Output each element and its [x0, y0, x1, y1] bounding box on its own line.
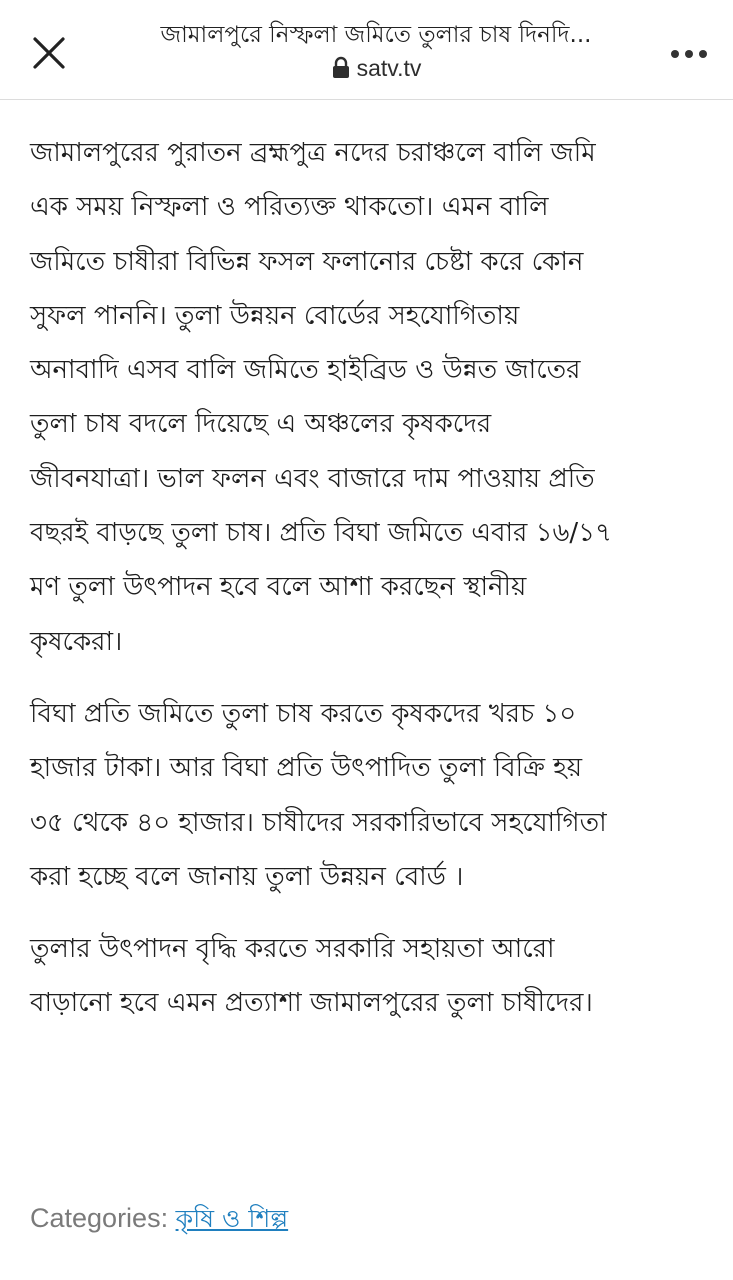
text-line: তুলার উৎপাদন বৃদ্ধি করতে সরকারি সহায়তা আরো: [30, 934, 555, 965]
page-title: জামালপুরে নিস্ফলা জমিতে তুলার চাষ দিনদি...: [160, 22, 592, 48]
site-url: satv.tv: [356, 55, 422, 81]
text-line: করা হচ্ছে বলে জানায় তুলা উন্নয়ন বোর্ড ।: [30, 861, 464, 892]
lock-icon: [331, 56, 351, 80]
browser-top-bar: [0, 0, 733, 100]
text-line: বছরই বাড়ছে তুলা চাষ। প্রতি বিঘা জমিতে এবার ১৬/১৭: [30, 518, 612, 549]
paragraph-2: [30, 687, 710, 904]
paragraph-3: [30, 922, 710, 1031]
url-row: [96, 54, 656, 82]
text-line: এক সময় নিস্ফলা ও পরিত্যক্ত থাকতো। এমন বালি: [30, 192, 549, 223]
title-area: [96, 18, 656, 82]
text-line: জীবনযাত্রা। ভাল ফলন এবং বাজারে দাম পাওয়ায় প্রতি: [30, 463, 595, 494]
text-line: বাড়ানো হবে এমন প্রত্যাশা জামালপুরের তুলা চাষীদের।: [30, 988, 593, 1019]
categories-label: Categories:: [30, 1203, 169, 1233]
text-line: সুফল পাননি। তুলা উন্নয়ন বোর্ডের সহযোগিতায়: [30, 300, 520, 331]
text-line: কৃষকেরা।: [30, 626, 123, 657]
paragraph-1: [30, 126, 710, 669]
more-options-button[interactable]: [664, 36, 714, 72]
text-line: অনাবাদি এসব বালি জমিতে হাইব্রিড ও উন্নত জাতের: [30, 355, 581, 386]
article-body: [30, 126, 710, 1049]
categories-row: [30, 1198, 288, 1239]
close-icon: [26, 30, 72, 76]
more-options-icon: [671, 50, 707, 58]
text-line: তুলা চাষ বদলে দিয়েছে এ অঞ্চলের কৃষকদের: [30, 409, 492, 440]
category-link[interactable]: কৃষি ও শিল্প: [175, 1204, 289, 1233]
text-line: বিঘা প্রতি জমিতে তুলা চাষ করতে কৃষকদের খরচ ১০: [30, 698, 577, 729]
text-line: জামালপুরের পুরাতন ব্রহ্মপুত্র নদের চরাঞ্চলে বালি জমি: [30, 138, 596, 168]
text-line: মণ তুলা উৎপাদন হবে বলে আশা করছেন স্থানীয়: [30, 572, 527, 603]
text-line: জমিতে চাষীরা বিভিন্ন ফসল ফলানোর চেষ্টা করে কোন: [30, 246, 584, 277]
text-line: হাজার টাকা। আর বিঘা প্রতি উৎপাদিত তুলা বিক্রি হয়: [30, 753, 583, 784]
close-button[interactable]: [26, 30, 72, 76]
text-line: ৩৫ থেকে ৪০ হাজার। চাষীদের সরকারিভাবে সহযোগিতা: [30, 807, 607, 838]
